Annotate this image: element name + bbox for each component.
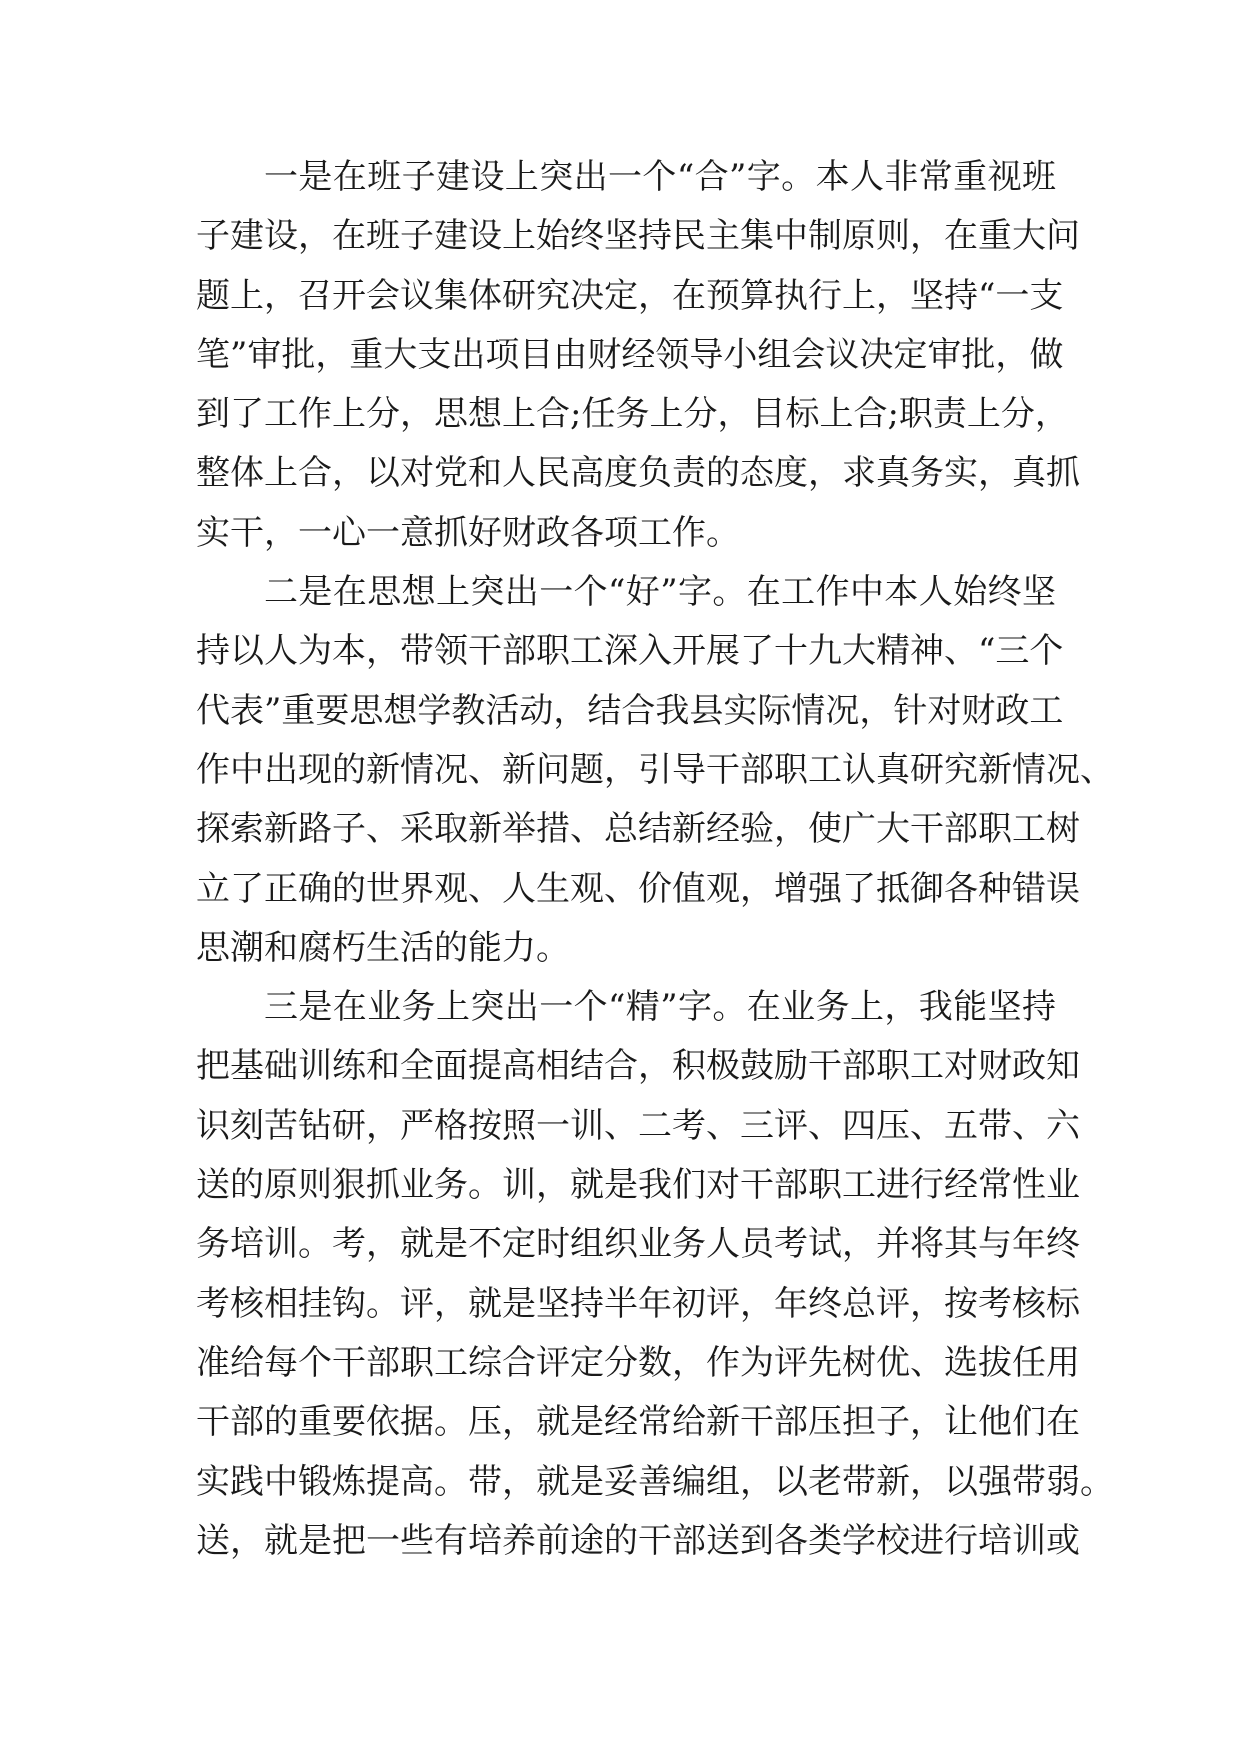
text-line: 作中出现的新情况、新问题，引导干部职工认真研究新情况、 — [196, 749, 1114, 790]
text-line: 送，就是把一些有培养前途的干部送到各类学校进行培训或 — [196, 1520, 1080, 1561]
text-line: 题上，召开会议集体研究决定，在预算执行上，坚持“一支 — [196, 275, 1064, 316]
text-line: 到了工作上分，思想上合;任务上分，目标上合;职责上分， — [196, 394, 1069, 435]
text-line: 整体上合，以对党和人民高度负责的态度，求真务实，真抓 — [196, 453, 1080, 494]
text-line: 立了正确的世界观、人生观、价值观，增强了抵御各种错误 — [196, 868, 1080, 909]
text-line: 子建设，在班子建设上始终坚持民主集中制原则，在重大问 — [196, 216, 1080, 257]
text-line: 送的原则狠抓业务。训，就是我们对干部职工进行经常性业 — [196, 1165, 1080, 1206]
text-line: 务培训。考，就是不定时组织业务人员考试，并将其与年终 — [196, 1224, 1080, 1265]
text-line: 识刻苦钻研，严格按照一训、二考、三评、四压、五带、六 — [196, 1105, 1080, 1146]
text-line: 思潮和腐朽生活的能力。 — [196, 927, 570, 968]
text-line: 干部的重要依据。压，就是经常给新干部压担子，让他们在 — [196, 1402, 1080, 1443]
paragraph-2 — [196, 563, 1114, 978]
text-line: 持以人为本，带领干部职工深入开展了十九大精神、“三个 — [196, 631, 1064, 672]
text-line: 探索新路子、采取新举措、总结新经验，使广大干部职工树 — [196, 809, 1080, 850]
text-line: 实干，一心一意抓好财政各项工作。 — [196, 512, 740, 553]
text-line: 代表”重要思想学教活动，结合我县实际情况，针对财政工 — [196, 690, 1064, 731]
text-line: 笔”审批，重大支出项目由财经领导小组会议决定审批，做 — [196, 334, 1064, 375]
text-line: 二是在思想上突出一个“好”字。在工作中本人始终坚 — [264, 572, 1056, 613]
text-line: 准给每个干部职工综合评定分数，作为评先树优、选拔任用 — [196, 1342, 1080, 1383]
text-line: 把基础训练和全面提高相结合，积极鼓励干部职工对财政知 — [196, 1046, 1080, 1087]
paragraph-1 — [196, 148, 1080, 563]
text-line: 三是在业务上突出一个“精”字。在业务上，我能坚持 — [264, 987, 1056, 1028]
text-line: 考核相挂钩。评，就是坚持半年初评，年终总评，按考核标 — [196, 1283, 1080, 1324]
text-line: 一是在班子建设上突出一个“合”字。本人非常重视班 — [264, 157, 1056, 197]
document-body — [196, 148, 1114, 1571]
text-line: 实践中锻炼提高。带，就是妥善编组，以老带新，以强带弱。 — [196, 1461, 1114, 1502]
paragraph-3 — [196, 978, 1114, 1571]
